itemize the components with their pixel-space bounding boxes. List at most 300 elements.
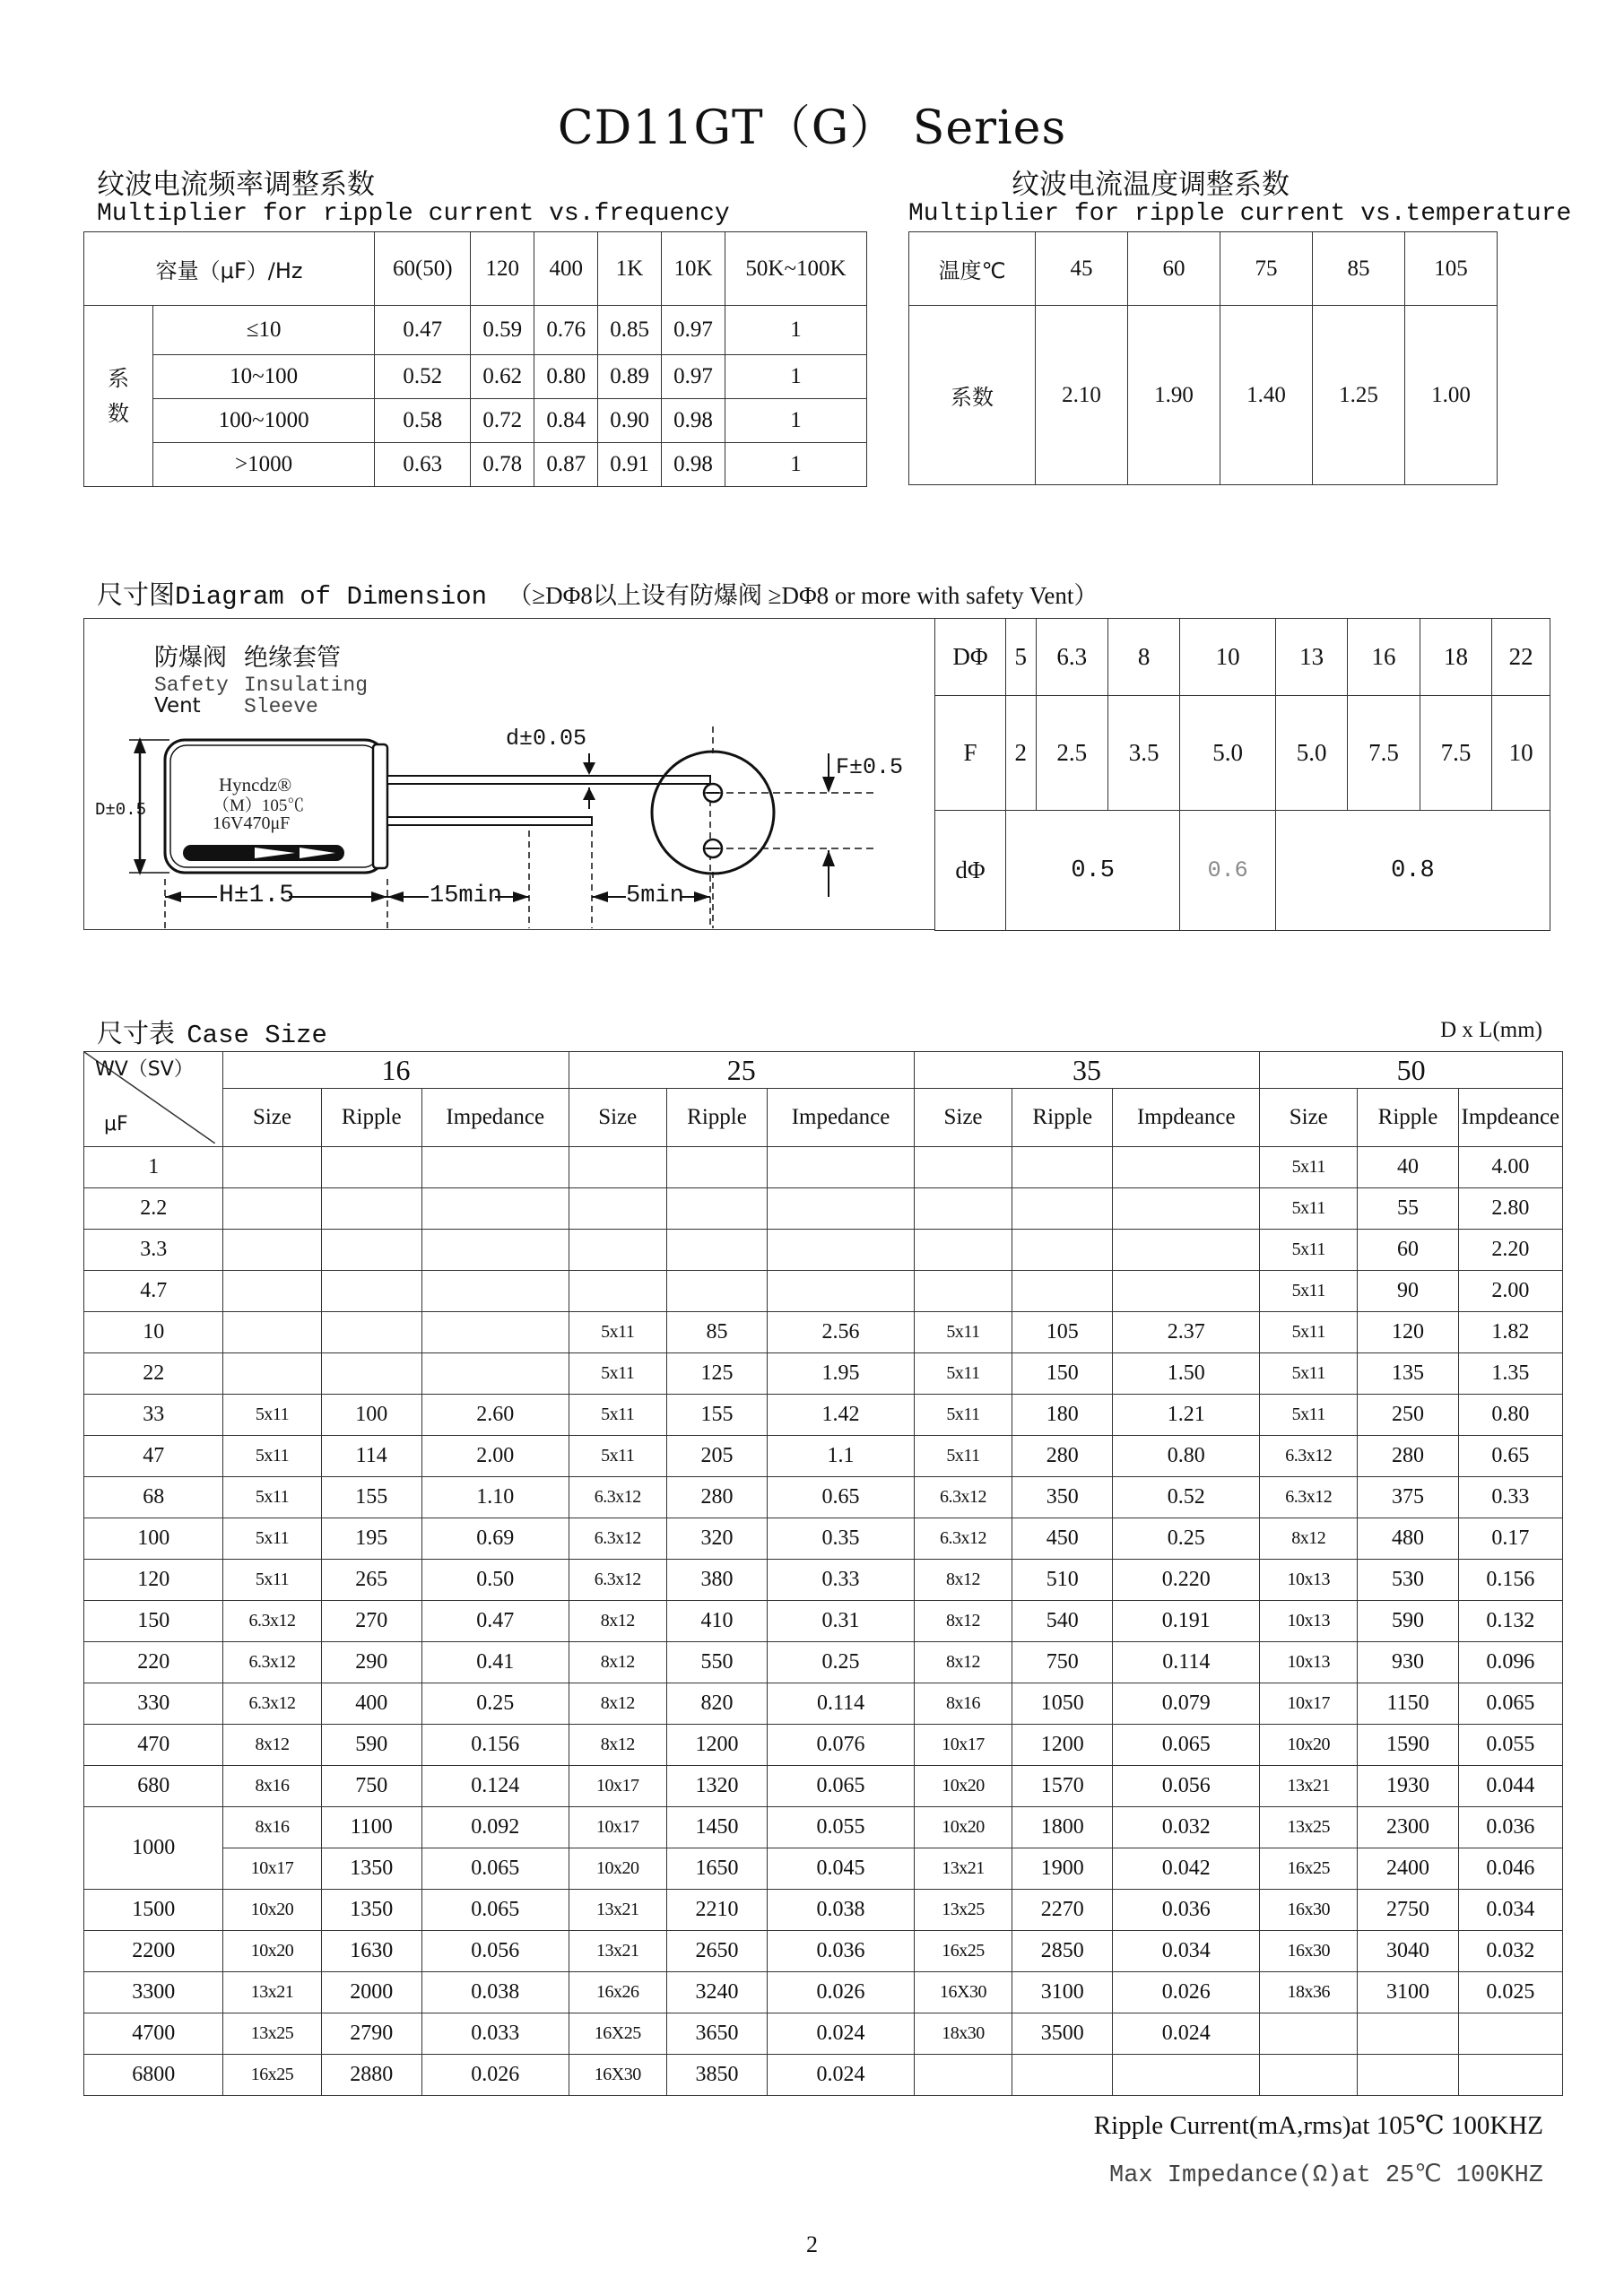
ripple-cell: 2750 [1358, 1890, 1458, 1931]
ripple-cell: 380 [666, 1560, 767, 1601]
capacitance-cell: 47 [84, 1436, 223, 1477]
case-size-cell: 6.3x12 [569, 1477, 666, 1518]
case-size-cell: 8x12 [569, 1601, 666, 1642]
case-size-cell [569, 1188, 666, 1230]
column-subheader: Size [914, 1089, 1012, 1147]
temp-column-header: 75 [1220, 232, 1313, 306]
impedance-cell: 1.10 [421, 1477, 569, 1518]
impedance-cell: 0.17 [1458, 1518, 1562, 1560]
capacitance-cell: 150 [84, 1601, 223, 1642]
case-size-cell [914, 1230, 1012, 1271]
sleeve-label-en1: Insulating [244, 674, 369, 697]
impedance-cell: 2.80 [1458, 1188, 1562, 1230]
case-size-cell: 13x21 [914, 1848, 1012, 1890]
impedance-cell: 0.31 [768, 1601, 915, 1642]
capacitance-cell: 680 [84, 1766, 223, 1807]
impedance-cell [1113, 1188, 1260, 1230]
table-row [84, 1931, 1563, 1972]
impedance-cell: 0.65 [768, 1477, 915, 1518]
impedance-cell: 0.35 [768, 1518, 915, 1560]
freq-column-header: 50K~100K [725, 232, 867, 306]
case-size-cell: 16x25 [223, 2055, 321, 2096]
table-row [84, 1683, 1563, 1725]
case-size-cell [1260, 2055, 1358, 2096]
column-subheader: Ripple [321, 1089, 421, 1147]
freq-multiplier-value: 0.78 [471, 443, 534, 487]
ripple-cell: 250 [1358, 1395, 1458, 1436]
impedance-cell [1458, 2013, 1562, 2055]
column-subheader: Ripple [1358, 1089, 1458, 1147]
case-size-cell: 10x17 [223, 1848, 321, 1890]
ripple-cell: 1350 [321, 1890, 421, 1931]
table-row [84, 1890, 1563, 1931]
impedance-cell: 0.033 [421, 2013, 569, 2055]
table-row [84, 1518, 1563, 1560]
F-value: 2.5 [1036, 696, 1107, 811]
sleeve-label-en2: Sleeve [244, 695, 318, 718]
ripple-cell [1012, 1271, 1113, 1312]
freq-column-header: 120 [471, 232, 534, 306]
case-size-cell: 16X30 [914, 1972, 1012, 2013]
case-size-cell: 16x26 [569, 1972, 666, 2013]
impedance-cell: 0.032 [1113, 1807, 1260, 1848]
case-size-cell: 10x17 [1260, 1683, 1358, 1725]
impedance-cell: 0.220 [1113, 1560, 1260, 1601]
freq-side-label [84, 306, 153, 487]
temp-row-label: 系数 [909, 306, 1036, 485]
ripple-cell: 320 [666, 1518, 767, 1560]
ripple-cell [666, 1188, 767, 1230]
case-size-cell: 10x20 [914, 1807, 1012, 1848]
F-value: 5.0 [1180, 696, 1276, 811]
impedance-cell [421, 1230, 569, 1271]
impedance-cell [1113, 1271, 1260, 1312]
D-value: 18 [1420, 619, 1491, 696]
freq-multiplier-value: 0.87 [534, 443, 598, 487]
freq-multiplier-value: 0.58 [375, 399, 471, 443]
case-size-cell: 18x30 [914, 2013, 1012, 2055]
ripple-cell: 114 [321, 1436, 421, 1477]
impedance-cell: 0.026 [768, 1972, 915, 2013]
impedance-cell: 0.036 [1113, 1890, 1260, 1931]
ripple-cell [321, 1188, 421, 1230]
freq-multiplier-value: 1 [725, 443, 867, 487]
impedance-cell: 0.092 [421, 1807, 569, 1848]
case-size-cell [223, 1188, 321, 1230]
freq-multiplier-value: 0.85 [598, 306, 662, 355]
case-size-cell [223, 1230, 321, 1271]
ripple-cell: 1050 [1012, 1683, 1113, 1725]
dimension-caption-en: Diagram of Dimension [175, 582, 488, 612]
freq-multiplier-value: 0.97 [662, 306, 725, 355]
case-size-cell: 16x30 [1260, 1890, 1358, 1931]
case-size-cell: 5x11 [569, 1395, 666, 1436]
temp-multiplier-value: 1.90 [1128, 306, 1220, 485]
case-size-cell [223, 1353, 321, 1395]
impedance-cell: 0.065 [768, 1766, 915, 1807]
table-row [84, 1230, 1563, 1271]
impedance-cell: 0.056 [1113, 1766, 1260, 1807]
ripple-cell: 2650 [666, 1931, 767, 1972]
freq-multiplier-value: 0.98 [662, 443, 725, 487]
impedance-cell: 1.21 [1113, 1395, 1260, 1436]
impedance-cell: 0.044 [1458, 1766, 1562, 1807]
impedance-cell: 0.065 [1113, 1725, 1260, 1766]
case-size-cell: 10x20 [223, 1931, 321, 1972]
temp-multiplier-value: 1.40 [1220, 306, 1313, 485]
dimension-diagram [83, 618, 935, 930]
case-size-cell: 6.3x12 [569, 1560, 666, 1601]
impedance-cell: 0.056 [421, 1931, 569, 1972]
case-size-cell [1260, 2013, 1358, 2055]
case-size-cell: 13x21 [1260, 1766, 1358, 1807]
ripple-cell: 150 [1012, 1353, 1113, 1395]
lead-diameter-label: d±0.05 [506, 726, 587, 752]
capacitance-cell: 220 [84, 1642, 223, 1683]
ripple-cell: 265 [321, 1560, 421, 1601]
freq-multiplier-table [83, 231, 867, 487]
impedance-cell: 0.25 [768, 1642, 915, 1683]
case-size-cell: 13x25 [223, 2013, 321, 2055]
ripple-cell: 125 [666, 1353, 767, 1395]
case-size-cell: 5x11 [569, 1353, 666, 1395]
ripple-cell: 280 [1358, 1436, 1458, 1477]
ripple-cell: 1570 [1012, 1766, 1113, 1807]
freq-multiplier-value: 0.72 [471, 399, 534, 443]
ripple-cell: 2210 [666, 1890, 767, 1931]
ripple-cell: 590 [321, 1725, 421, 1766]
vent-label-cn: 防爆阀 [154, 644, 227, 672]
capacitance-cell: 22 [84, 1353, 223, 1395]
freq-capacitance-range: ≤10 [153, 306, 375, 355]
impedance-cell: 0.024 [1113, 2013, 1260, 2055]
F-value: 10 [1492, 696, 1550, 811]
table-row [84, 1147, 1563, 1188]
capacitance-cell: 4700 [84, 2013, 223, 2055]
case-caption-cn: 尺寸表 [97, 1018, 176, 1048]
freq-multiplier-value: 0.90 [598, 399, 662, 443]
temp-multiplier-value: 2.10 [1036, 306, 1128, 485]
ripple-cell: 750 [1012, 1642, 1113, 1683]
ripple-cell [1012, 1188, 1113, 1230]
impedance-cell: 0.80 [1458, 1395, 1562, 1436]
wv-uf-corner-cell [84, 1052, 223, 1147]
dimension-caption [97, 575, 1098, 612]
temp-column-header: 45 [1036, 232, 1128, 306]
page-number: 2 [806, 2231, 818, 2257]
impedance-cell: 0.80 [1113, 1436, 1260, 1477]
ripple-cell: 530 [1358, 1560, 1458, 1601]
temp-multiplier-value: 1.25 [1313, 306, 1405, 485]
capacitor-drawing [84, 619, 936, 931]
ripple-cell: 1200 [1012, 1725, 1113, 1766]
impedance-cell: 0.41 [421, 1642, 569, 1683]
sleeve-end-band [373, 744, 387, 868]
case-size-cell: 8x16 [223, 1766, 321, 1807]
case-size-cell: 8x16 [914, 1683, 1012, 1725]
case-size-cell: 13x21 [569, 1931, 666, 1972]
freq-multiplier-value: 0.80 [534, 355, 598, 399]
impedance-cell [421, 1188, 569, 1230]
ripple-cell: 2790 [321, 2013, 421, 2055]
impedance-cell: 0.65 [1458, 1436, 1562, 1477]
freq-column-header: 1K [598, 232, 662, 306]
table-row [84, 1188, 1563, 1230]
temp-multiplier-value: 1.00 [1405, 306, 1498, 485]
case-caption-en: Case Size [187, 1021, 327, 1050]
freq-multiplier-value: 0.63 [375, 443, 471, 487]
impedance-cell: 0.114 [1113, 1642, 1260, 1683]
ripple-cell [321, 1230, 421, 1271]
ripple-cell: 1100 [321, 1807, 421, 1848]
column-subheader: Size [569, 1089, 666, 1147]
case-size-cell [569, 1230, 666, 1271]
capacitance-cell: 1500 [84, 1890, 223, 1931]
rating-marking-2: 16V470μF [213, 813, 291, 833]
temp-column-header: 60 [1128, 232, 1220, 306]
impedance-cell: 0.024 [768, 2055, 915, 2096]
case-size-cell: 6.3x12 [1260, 1436, 1358, 1477]
ripple-cell: 750 [321, 1766, 421, 1807]
impedance-cell: 1.82 [1458, 1312, 1562, 1353]
voltage-header: 25 [569, 1052, 914, 1089]
impedance-cell: 0.124 [421, 1766, 569, 1807]
freq-side-char: 数 [108, 400, 129, 426]
D-value: 8 [1107, 619, 1179, 696]
case-size-cell: 8x12 [569, 1683, 666, 1725]
D-value: 22 [1492, 619, 1550, 696]
freq-multiplier-value: 0.52 [375, 355, 471, 399]
impedance-cell: 0.191 [1113, 1601, 1260, 1642]
case-size-cell: 10x13 [1260, 1560, 1358, 1601]
ripple-cell [1358, 2055, 1458, 2096]
impedance-cell: 1.35 [1458, 1353, 1562, 1395]
F-value: 7.5 [1420, 696, 1491, 811]
table-row [84, 1353, 1563, 1395]
temp-caption-cn: 纹波电流温度调整系数 [1012, 169, 1290, 201]
freq-column-header: 60(50) [375, 232, 471, 306]
case-size-cell [223, 1312, 321, 1353]
case-size-cell: 6.3x12 [914, 1477, 1012, 1518]
impedance-cell: 0.52 [1113, 1477, 1260, 1518]
capacitance-cell: 120 [84, 1560, 223, 1601]
impedance-cell: 0.036 [1458, 1807, 1562, 1848]
impedance-note: Max Impedance(Ω)at 25℃ 100KHZ [1109, 2162, 1543, 2189]
ripple-cell: 2270 [1012, 1890, 1113, 1931]
ripple-cell: 3040 [1358, 1931, 1458, 1972]
case-size-cell: 8x12 [569, 1642, 666, 1683]
impedance-cell: 0.038 [768, 1890, 915, 1931]
case-size-cell: 16x25 [1260, 1848, 1358, 1890]
case-size-table [83, 1051, 1563, 2096]
impedance-cell: 2.60 [421, 1395, 569, 1436]
ripple-cell: 280 [1012, 1436, 1113, 1477]
impedance-cell: 1.50 [1113, 1353, 1260, 1395]
ripple-cell: 205 [666, 1436, 767, 1477]
ripple-cell: 1200 [666, 1725, 767, 1766]
case-size-cell: 10x17 [569, 1766, 666, 1807]
impedance-cell: 1.95 [768, 1353, 915, 1395]
lead-offset-label: 5min [626, 883, 684, 909]
impedance-cell: 0.079 [1113, 1683, 1260, 1725]
capacitance-cell: 2.2 [84, 1188, 223, 1230]
ripple-cell: 90 [1358, 1271, 1458, 1312]
ripple-cell: 930 [1358, 1642, 1458, 1683]
temp-multiplier-table [908, 231, 1498, 485]
impedance-cell: 0.47 [421, 1601, 569, 1642]
case-size-cell: 10x20 [914, 1766, 1012, 1807]
ripple-cell: 3240 [666, 1972, 767, 2013]
freq-capacitance-range: >1000 [153, 443, 375, 487]
case-size-cell: 5x11 [569, 1312, 666, 1353]
impedance-cell [768, 1188, 915, 1230]
freq-multiplier-value: 1 [725, 306, 867, 355]
impedance-cell: 2.56 [768, 1312, 915, 1353]
case-size-cell: 6.3x12 [569, 1518, 666, 1560]
table-row [84, 2055, 1563, 2096]
capacitance-cell: 10 [84, 1312, 223, 1353]
case-size-cell: 10x17 [569, 1807, 666, 1848]
impedance-cell: 0.156 [1458, 1560, 1562, 1601]
impedance-cell: 0.024 [768, 2013, 915, 2055]
case-size-cell: 10x17 [914, 1725, 1012, 1766]
ripple-cell [321, 1271, 421, 1312]
ripple-cell: 1350 [321, 1848, 421, 1890]
H-tolerance-label: H±1.5 [219, 882, 295, 909]
ripple-cell: 135 [1358, 1353, 1458, 1395]
ripple-cell: 450 [1012, 1518, 1113, 1560]
freq-header-label: 容量（μF）/Hz [84, 232, 375, 306]
capacitance-cell: 33 [84, 1395, 223, 1436]
case-unit-label: D x L(mm) [1440, 1018, 1542, 1042]
case-caption [97, 1013, 327, 1050]
capacitance-cell: 2200 [84, 1931, 223, 1972]
ripple-cell: 510 [1012, 1560, 1113, 1601]
impedance-cell: 0.046 [1458, 1848, 1562, 1890]
column-subheader: Impedance [768, 1089, 915, 1147]
case-size-cell: 5x11 [1260, 1147, 1358, 1188]
ripple-cell: 290 [321, 1642, 421, 1683]
D-value: 13 [1275, 619, 1347, 696]
column-subheader: Impedance [421, 1089, 569, 1147]
capacitance-cell: 470 [84, 1725, 223, 1766]
ripple-cell [666, 1147, 767, 1188]
impedance-cell: 0.33 [1458, 1477, 1562, 1518]
ripple-cell: 100 [321, 1395, 421, 1436]
freq-capacitance-range: 10~100 [153, 355, 375, 399]
impedance-cell: 0.055 [1458, 1725, 1562, 1766]
ripple-cell: 1800 [1012, 1807, 1113, 1848]
case-size-cell: 5x11 [914, 1395, 1012, 1436]
D-row-label: DΦ [935, 619, 1006, 696]
case-size-cell [569, 1147, 666, 1188]
impedance-cell [768, 1271, 915, 1312]
ripple-cell: 180 [1012, 1395, 1113, 1436]
brand-marking: Hyncdz® [219, 774, 292, 796]
ripple-cell [1012, 1147, 1113, 1188]
case-size-cell: 18x36 [1260, 1972, 1358, 2013]
case-size-cell [914, 1188, 1012, 1230]
ripple-cell: 1150 [1358, 1683, 1458, 1725]
freq-side-char: 系 [108, 366, 129, 392]
table-row [84, 1642, 1563, 1683]
corner-wv-label: WV（SV） [95, 1058, 194, 1081]
case-size-cell: 6.3x12 [223, 1683, 321, 1725]
ripple-cell: 550 [666, 1642, 767, 1683]
impedance-cell: 0.034 [1113, 1931, 1260, 1972]
ripple-cell: 85 [666, 1312, 767, 1353]
case-size-cell: 5x11 [1260, 1353, 1358, 1395]
freq-column-header: 10K [662, 232, 725, 306]
dimension-caption-cn: 尺寸图 [97, 579, 176, 610]
ripple-cell [1358, 2013, 1458, 2055]
ripple-cell: 2880 [321, 2055, 421, 2096]
impedance-cell: 4.00 [1458, 1147, 1562, 1188]
impedance-cell [421, 1271, 569, 1312]
impedance-cell: 0.114 [768, 1683, 915, 1725]
d-value: 0.6 [1180, 811, 1276, 931]
d-value: 0.5 [1006, 811, 1180, 931]
table-row [84, 1271, 1563, 1312]
D-value: 16 [1348, 619, 1420, 696]
ripple-cell [1012, 1230, 1113, 1271]
ripple-cell [321, 1312, 421, 1353]
impedance-cell [421, 1312, 569, 1353]
case-size-cell: 8x12 [914, 1601, 1012, 1642]
case-size-cell: 16X30 [569, 2055, 666, 2096]
temp-column-header: 85 [1313, 232, 1405, 306]
ripple-cell: 105 [1012, 1312, 1113, 1353]
case-size-cell: 5x11 [223, 1436, 321, 1477]
case-size-cell: 5x11 [914, 1353, 1012, 1395]
temp-header-label: 温度℃ [909, 232, 1036, 306]
case-size-cell: 6.3x12 [223, 1642, 321, 1683]
voltage-header: 16 [223, 1052, 569, 1089]
F-value: 2 [1006, 696, 1037, 811]
freq-multiplier-value: 0.62 [471, 355, 534, 399]
case-size-cell: 8x12 [914, 1642, 1012, 1683]
ripple-cell: 3100 [1358, 1972, 1458, 2013]
case-size-cell: 5x11 [569, 1436, 666, 1477]
vent-label-en2: Vent [154, 694, 201, 718]
ripple-note: Ripple Current(mA,rms)at 105℃ 100KHZ [1093, 2111, 1543, 2140]
case-size-cell: 16X25 [569, 2013, 666, 2055]
vent-label-en1: Safety [154, 674, 229, 697]
case-size-cell: 5x11 [223, 1477, 321, 1518]
ripple-cell: 1450 [666, 1807, 767, 1848]
ripple-cell: 280 [666, 1477, 767, 1518]
impedance-cell [421, 1353, 569, 1395]
case-size-cell: 10x13 [1260, 1601, 1358, 1642]
table-row [84, 1560, 1563, 1601]
case-size-cell: 16x30 [1260, 1931, 1358, 1972]
ripple-cell: 3100 [1012, 1972, 1113, 2013]
freq-capacitance-range: 100~1000 [153, 399, 375, 443]
case-size-cell: 13x25 [914, 1890, 1012, 1931]
ripple-cell [1012, 2055, 1113, 2096]
ripple-cell: 1650 [666, 1848, 767, 1890]
table-row [84, 1395, 1563, 1436]
case-size-cell: 5x11 [914, 1436, 1012, 1477]
ripple-cell: 155 [666, 1395, 767, 1436]
freq-column-header: 400 [534, 232, 598, 306]
rating-marking-1: （M）105℃ [213, 796, 305, 815]
impedance-cell: 1.1 [768, 1436, 915, 1477]
impedance-cell: 0.50 [421, 1560, 569, 1601]
ripple-cell: 2300 [1358, 1807, 1458, 1848]
freq-multiplier-value: 0.91 [598, 443, 662, 487]
impedance-cell: 2.00 [421, 1436, 569, 1477]
